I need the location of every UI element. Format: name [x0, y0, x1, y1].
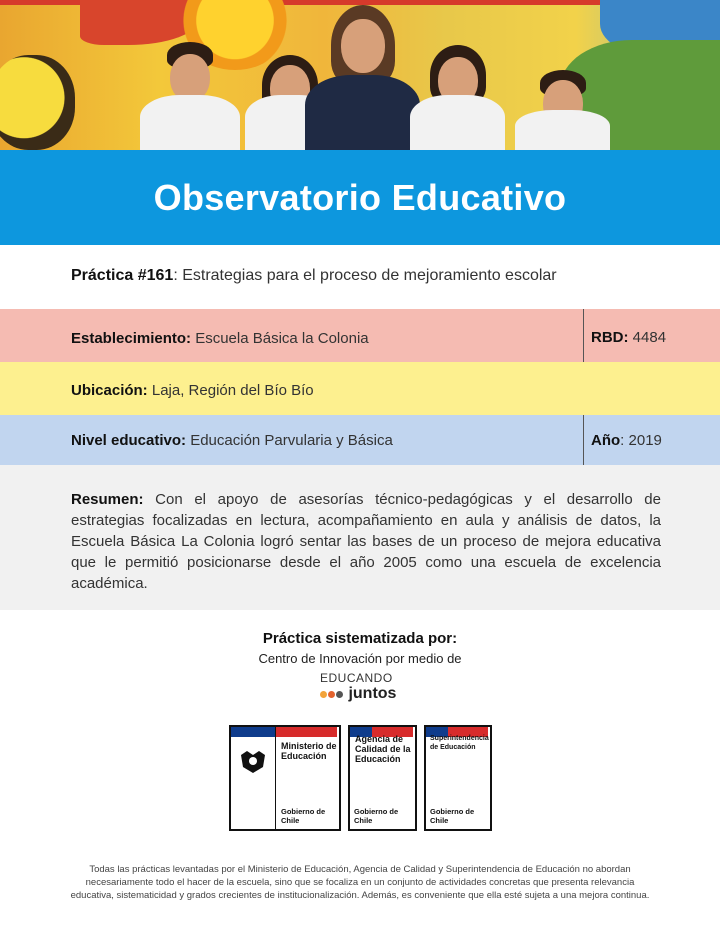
student-figure: [515, 70, 610, 150]
juntos-text: juntos: [348, 685, 397, 702]
gobierno-footer: Gobierno de Chile: [354, 807, 399, 825]
location-label: Ubicación:: [71, 382, 148, 399]
column-divider: [583, 415, 584, 465]
hero-photo: [0, 0, 720, 150]
level-row: [0, 415, 720, 465]
year-value: : 2019: [620, 432, 662, 449]
student-figure: [140, 40, 240, 150]
agencia-name: Agencia de Calidad de la Educación: [355, 734, 411, 764]
rbd-label: RBD:: [591, 329, 629, 346]
superintendencia-logo: [424, 725, 492, 831]
summary-label: Resumen:: [71, 491, 144, 508]
summary-text: Con el apoyo de asesorías técnico-pedagógicas y el desarrollo de estrategias focalizadas en lectura, acompañamiento en aula y análisis de datos, la Escuela Básica La Colonia logró sentar las bases de un proceso de mejora educativa que le permitió posicionarse desde el año 2005 como una escuela de excelencia académica.: [71, 491, 661, 592]
location-value: Laja, Región del Bío Bío: [147, 382, 314, 399]
page-title: Observatorio Educativo: [153, 176, 567, 218]
level-label: Nivel educativo:: [71, 432, 187, 449]
ministerio-name: Ministerio de Educación: [281, 741, 337, 761]
superintendencia-name: Superintendencia de Educación: [430, 735, 489, 751]
column-divider: [583, 309, 584, 362]
practice-row: [0, 245, 720, 309]
summary-section: [0, 465, 720, 610]
mural-bee: [0, 55, 75, 150]
level-value: Educación Parvularia y Básica: [186, 432, 393, 449]
chile-coat-of-arms-icon: [237, 747, 269, 775]
teacher-figure: [305, 5, 420, 150]
establishment-row: [0, 309, 720, 362]
logo-dots-icon: [320, 685, 344, 703]
summary-paragraph: [71, 489, 661, 594]
gobierno-footer: Gobierno de Chile: [430, 807, 475, 825]
agencia-calidad-logo: [348, 725, 417, 831]
gobierno-footer: Gobierno de Chile: [281, 807, 326, 825]
year-label: Año: [591, 432, 621, 449]
systematized-subtitle: Centro de Innovación por medio de: [258, 651, 462, 666]
title-band: [0, 150, 720, 245]
practice-title: : Estrategias para el proceso de mejoramiento escolar: [173, 267, 557, 284]
disclaimer-text: Todas las prácticas levantadas por el Ministerio de Educación, Agencia de Calidad y Superintendencia de Educación no abordan necesariamente todo el hacer de la escuela, sino que se focaliza en un conjunto de actividades concretas que presenta relevancia educativa, sistematicidad y grados crecientes de institucionalización. Además, es conveniente que ella esté sujeta a una mejora continua.: [70, 864, 650, 901]
systematized-heading: Práctica sistematizada por:: [262, 630, 458, 647]
educando-juntos-logo: [320, 671, 410, 701]
student-figure: [410, 45, 505, 150]
location-row: [0, 362, 720, 415]
establishment-label: Establecimiento:: [71, 330, 192, 347]
ministerio-educacion-logo: [229, 725, 341, 831]
establishment-value: Escuela Básica la Colonia: [191, 330, 369, 347]
rbd-value: 4484: [628, 329, 667, 346]
practice-label: Práctica #161: [71, 267, 174, 284]
educando-text: EDUCANDO: [320, 671, 393, 685]
systematized-by: [0, 630, 720, 666]
